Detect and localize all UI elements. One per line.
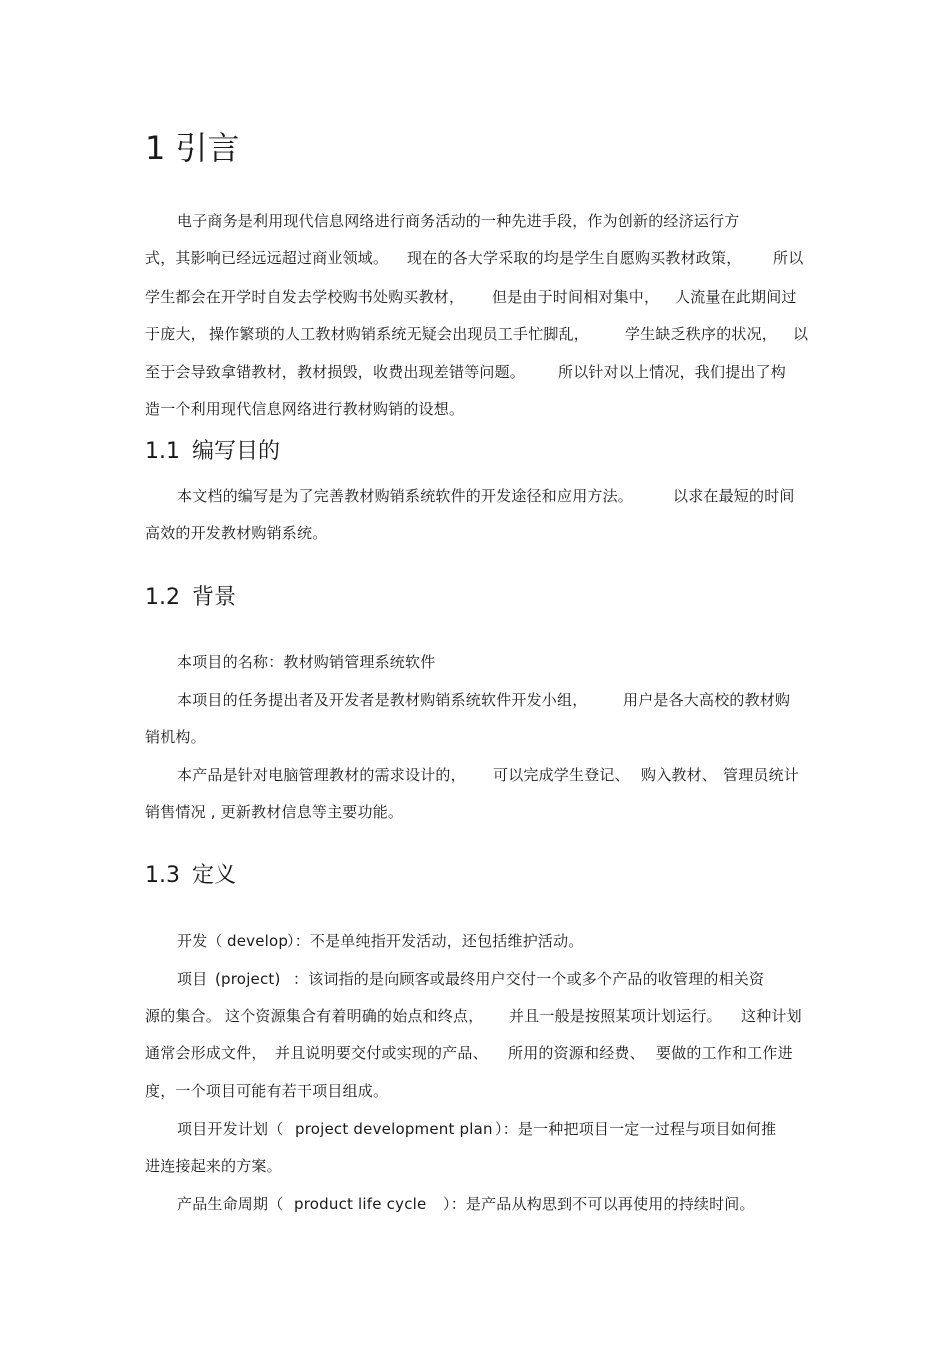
def-project-line-4: 度，一个项目可能有若干项目组成。 (145, 1082, 389, 1100)
intro-line-4c: 学生缺乏秩序的状况， (625, 325, 778, 343)
s11-line-1 (177, 486, 807, 506)
intro-line-4b: 操作繁琐的人工教材购销系统无疑会出现员工手忙脚乱， (209, 325, 590, 343)
def-project-line-1 (177, 969, 777, 989)
intro-line-2 (145, 248, 805, 268)
intro-line-4 (145, 324, 810, 344)
intro-line-6: 造一个利用现代信息网络进行教材购销的设想。 (145, 400, 465, 418)
s12-line-3: 销机构。 (145, 728, 206, 746)
intro-line-3c: 人流量在此期间过 (675, 288, 797, 306)
def-project-a: 项目 (177, 970, 208, 988)
def-lifecycle-term: product life cycle (294, 1195, 427, 1213)
def-project-k: 要做的工作和工作进 (656, 1044, 793, 1062)
s12-line-2 (177, 690, 807, 710)
def-project-f: 并且一般是按照某项计划运行。 (509, 1007, 722, 1025)
s11-line-2: 高效的开发教材购销系统。 (145, 524, 328, 542)
def-project-h: 通常会形成文件， (145, 1044, 267, 1062)
s12-line-4a: 本产品是针对电脑管理教材的需求设计的， (177, 766, 466, 784)
section-number: 1.1 (145, 439, 180, 464)
def-project-g: 这种计划 (741, 1007, 802, 1025)
def-lifecycle-a: 产品生命周期（ (177, 1195, 284, 1213)
intro-line-2c: 所以 (773, 249, 804, 267)
intro-line-5 (145, 362, 805, 382)
def-develop-a: 开发（ (177, 932, 223, 950)
def-lifecycle-text: ）：是产品从构思到不可以再使用的持续时间。 (443, 1195, 755, 1213)
def-project-i: 并且说明要交付或实现的产品、 (275, 1044, 488, 1062)
def-plan-line-1 (177, 1119, 777, 1139)
s12-line-4b: 可以完成学生登记、 (493, 766, 630, 784)
def-project-text: ：该词指的是向顾客或最终用户交付一个或多个产品的收管理的相关资 (293, 970, 765, 988)
section-title: 背景 (192, 585, 237, 610)
section-heading-1-1 (145, 438, 280, 466)
intro-line-3a: 学生都会在开学时自发去学校购书处购买教材， (145, 288, 465, 306)
intro-line-3b: 但是由于时间相对集中， (492, 288, 660, 306)
s12-line-4 (177, 765, 807, 785)
s12-line-5: 销售情况 , 更新教材信息等主要功能。 (145, 803, 404, 821)
s11-line-1a: 本文档的编写是为了完善教材购销系统软件的开发途径和应用方法。 (177, 487, 634, 505)
def-project-term: (project) (215, 970, 281, 988)
page-title: 1 引言 (145, 129, 240, 167)
s12-line-2a: 本项目的任务提出者及开发者是教材购销系统软件开发小组， (177, 691, 588, 709)
def-plan-text: ）：是一种把项目一定一过程与项目如何推 (495, 1120, 777, 1138)
section-number: 1.3 (145, 863, 180, 888)
intro-line-5a: 至于会导致拿错教材，教材损毁，收费出现差错等问题。 (145, 363, 526, 381)
intro-line-2b: 现在的各大学采取的均是学生自愿购买教材政策， (407, 249, 742, 267)
def-plan-term: project development plan (295, 1120, 493, 1138)
def-project-j: 所用的资源和经费、 (508, 1044, 645, 1062)
def-lifecycle (177, 1194, 777, 1214)
section-number: 1.2 (145, 585, 180, 610)
def-develop-text: ）：不是单纯指开发活动，还包括维护活动。 (287, 932, 584, 950)
intro-line-5b: 所以针对以上情况，我们提出了构 (558, 363, 787, 381)
intro-line-4d: 以 (793, 325, 809, 343)
intro-line-1: 电子商务是利用现代信息网络进行商务活动的一种先进手段，作为创新的经济运行方 (177, 212, 740, 230)
s12-line-4d: 管理员统计 (723, 766, 800, 784)
intro-line-4a: 于庞大， (145, 325, 206, 343)
section-title: 编写目的 (192, 439, 281, 464)
def-develop (177, 931, 777, 951)
def-develop-term: develop (227, 932, 289, 950)
def-project-e: 这个资源集合有着明确的始点和终点， (225, 1007, 484, 1025)
def-plan-a: 项目开发计划（ (177, 1120, 284, 1138)
s12-line-2b: 用户是各大高校的教材购 (623, 691, 791, 709)
intro-line-2a: 式，其影响已经远远超过商业领域。 (145, 249, 389, 267)
s11-line-1b: 以求在最短的时间 (673, 487, 795, 505)
intro-line-3 (145, 287, 805, 307)
def-project-line-2 (145, 1006, 805, 1026)
def-plan-line-2: 进连接起来的方案。 (145, 1157, 282, 1175)
def-project-d: 源的集合。 (145, 1007, 222, 1025)
def-project-line-3 (145, 1043, 805, 1063)
section-heading-1-2 (145, 584, 236, 612)
section-heading-1-3 (145, 862, 236, 890)
s12-project-name: 本项目的名称：教材购销管理系统软件 (177, 653, 436, 671)
s12-line-4c: 购入教材、 (641, 766, 718, 784)
section-title: 定义 (192, 863, 237, 888)
